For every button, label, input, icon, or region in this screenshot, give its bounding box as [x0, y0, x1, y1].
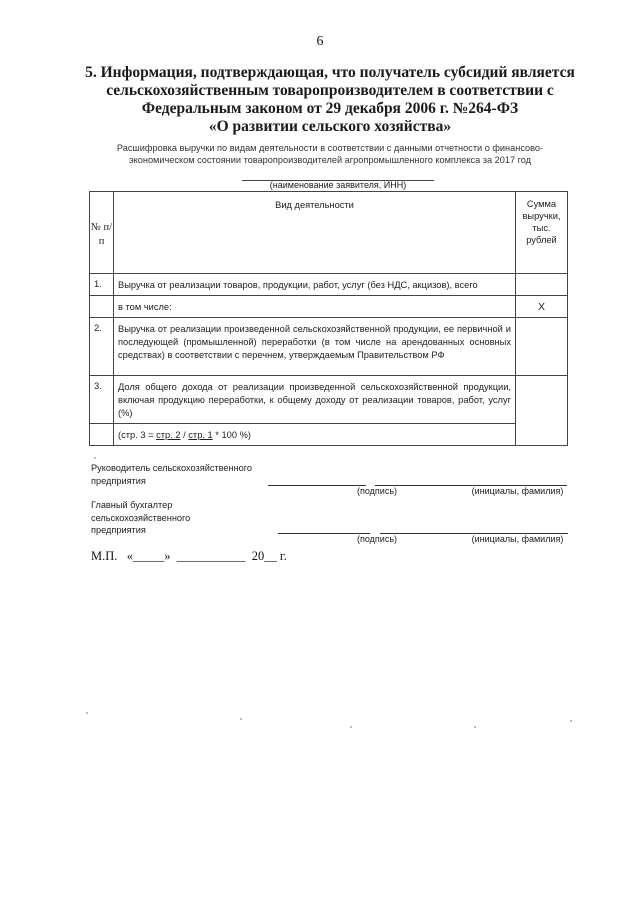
header-number: № п/п: [90, 192, 114, 274]
row-text: в том числе:: [114, 296, 516, 318]
formula-suffix: * 100 %): [212, 430, 251, 440]
formula-ref-b: стр. 1: [188, 430, 213, 440]
accountant-title-line: Главный бухгалтер: [91, 500, 173, 510]
row-value-cell: X: [516, 296, 568, 318]
page-number: 6: [316, 34, 324, 49]
header-activity: Вид деятельности: [114, 192, 516, 274]
table-row: [90, 376, 568, 424]
head-title-line: предприятия: [91, 475, 146, 486]
accountant-title-line: сельскохозяйственного: [91, 512, 191, 523]
head-title-line: Руководитель сельскохозяйственного: [91, 463, 253, 473]
head-title: [91, 462, 252, 487]
accountant-title-line: предприятия: [91, 525, 146, 535]
table-row: [90, 274, 568, 296]
row-value-cell[interactable]: [516, 274, 568, 296]
formula-separator: /: [180, 430, 189, 440]
subtitle-line: экономическом состоянии товаропроизводителей агропромышленного комплекса за 2017 год: [128, 155, 532, 165]
table-row: [90, 318, 568, 376]
formula-prefix: (стр. 3 =: [118, 430, 157, 440]
row-number: 1.: [90, 274, 114, 296]
row-number: 2.: [90, 318, 114, 376]
row-text: Выручка от реализации произведенной сельскохозяйственной продукции, ее первичной и последующей (промышленной) переработки (в том числе на арендованных основных средствах) в соответствии с перечнем, утверждаемым Правительством РФ: [114, 318, 516, 376]
stamp-date-line: М.П. «_____» ___________ 20__ г.: [91, 549, 287, 563]
revenue-table: [89, 191, 568, 446]
applicant-label: (наименование заявителя, ИНН): [269, 180, 407, 190]
scan-speck: [474, 726, 476, 728]
row-text: Доля общего дохода от реализации произведенной сельскохозяйственной продукции, включая продукцию переработки, к общему доходу от реализации товаров, работ, услуг (%): [114, 376, 516, 424]
accountant-title: [91, 499, 190, 537]
title-line: «О развитии сельского хозяйства»: [208, 118, 452, 135]
row-value-cell[interactable]: [516, 376, 568, 446]
document-title: [60, 64, 600, 136]
table-row: [90, 296, 568, 318]
formula-ref-a: стр. 2: [156, 430, 181, 440]
title-line: сельскохозяйственным товаропроизводителем в соответствии с: [106, 82, 554, 99]
head-signature-caption: (подпись): [356, 486, 398, 496]
row-number: 3.: [90, 376, 114, 424]
title-line: 5. Информация, подтверждающая, что получатель субсидий является: [85, 64, 575, 81]
scan-speck: [240, 718, 242, 720]
accountant-signature-caption: (подпись): [356, 534, 398, 544]
scan-speck: [350, 726, 352, 728]
row-text: Выручка от реализации товаров, продукции, работ, услуг (без НДС, акцизов), всего: [114, 274, 516, 296]
title-line: Федеральным законом от 29 декабря 2006 г. №264-ФЗ: [141, 100, 519, 117]
head-name-caption: (инициалы, фамилия): [471, 486, 564, 496]
scan-speck: [94, 457, 96, 459]
formula-text: [114, 424, 516, 446]
table-header-row: [90, 192, 568, 274]
document-subtitle: [80, 142, 580, 166]
scan-speck: [570, 720, 572, 722]
row-number: [90, 296, 114, 318]
header-sum: Сумма выручки, тыс. рублей: [516, 192, 568, 274]
accountant-name-caption: (инициалы, фамилия): [471, 534, 564, 544]
formula-number-cell: [90, 424, 114, 446]
row-value-cell[interactable]: [516, 318, 568, 376]
subtitle-line: Расшифровка выручки по видам деятельности в соответствии с данными отчетности о финансово-: [116, 143, 544, 153]
scan-speck: [86, 712, 88, 714]
formula-row: [90, 424, 568, 446]
